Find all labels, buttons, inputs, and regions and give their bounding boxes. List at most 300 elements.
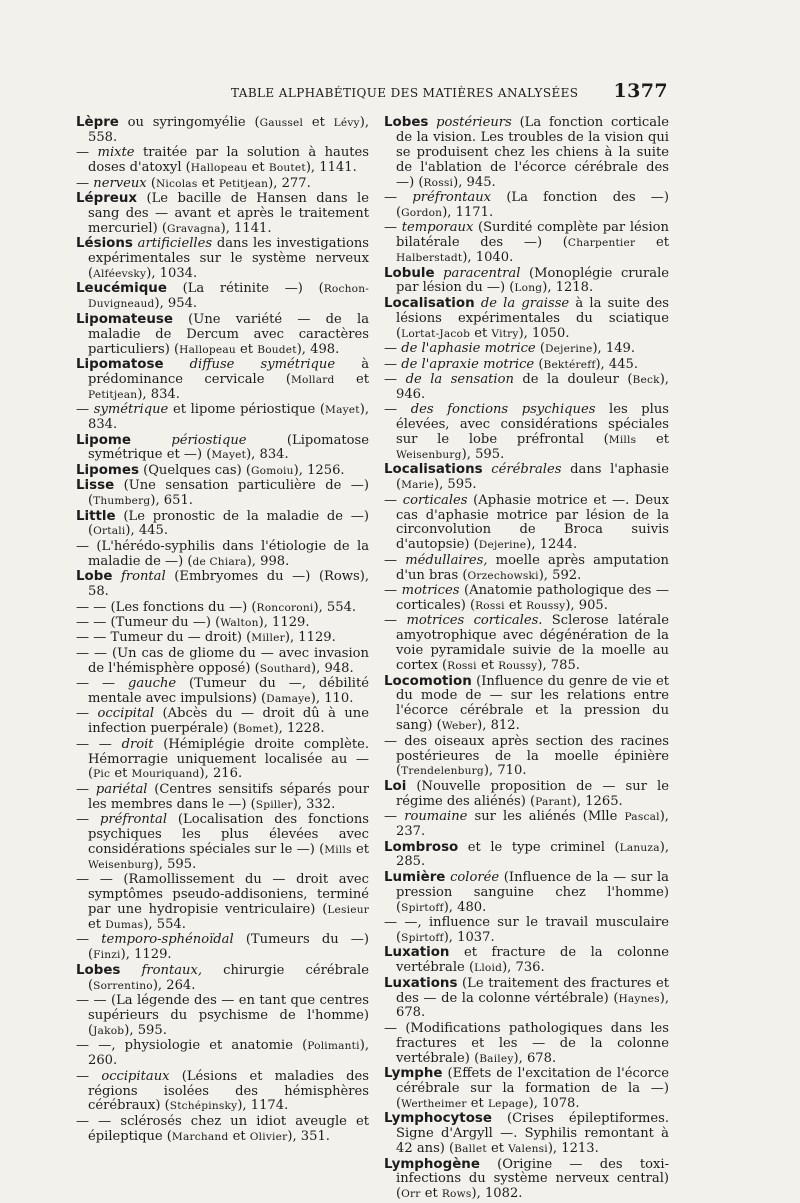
index-entry bbox=[76, 677, 369, 707]
entry-headword: Localisation bbox=[384, 295, 475, 311]
entry-qualifier: périostique bbox=[171, 432, 247, 448]
index-entry bbox=[384, 916, 669, 946]
entry-text: ), 558. bbox=[88, 115, 370, 145]
entry-qualifier: temporo-sphénoïdal bbox=[101, 932, 234, 948]
entry-author: Nicolas bbox=[155, 177, 198, 190]
entry-author: Long bbox=[514, 282, 543, 295]
entry-text: et bbox=[110, 766, 132, 782]
entry-author: Rossi bbox=[475, 600, 505, 612]
entry-text: ), 1213. bbox=[547, 1141, 599, 1157]
entry-qualifier: nerveux bbox=[93, 175, 147, 191]
entry-text: (Lipomatose symétrique et —) ( bbox=[88, 432, 369, 463]
entry-text: ), 1174. bbox=[237, 1098, 289, 1114]
entry-text: — bbox=[76, 706, 98, 722]
entry-headword: Localisations bbox=[384, 462, 483, 478]
entry-author: Finzi bbox=[93, 949, 121, 962]
entry-qualifier: préfrontaux bbox=[412, 190, 492, 206]
index-entry bbox=[76, 933, 369, 963]
index-entry bbox=[384, 614, 669, 674]
entry-text: ), 260. bbox=[88, 1038, 369, 1069]
entry-text: (Localisation des fonctions psychiques les plus élevées avec considérations spéciales sur le —) ( bbox=[88, 812, 369, 857]
entry-text: — bbox=[76, 175, 94, 191]
index-entry bbox=[384, 373, 669, 403]
entry-text: et bbox=[466, 1095, 488, 1111]
entry-text: de la douleur ( bbox=[513, 371, 633, 387]
entry-text: et bbox=[636, 432, 669, 448]
entry-text: ), 948. bbox=[311, 660, 354, 676]
index-entry bbox=[76, 510, 369, 540]
index-entry bbox=[76, 177, 369, 192]
entry-text: — (Modifications pathologiques dans les fractures et les — de la colonne vertébrale) ( bbox=[384, 1020, 669, 1066]
entry-text: ), 954. bbox=[154, 296, 198, 312]
entry-text: et bbox=[635, 235, 669, 251]
index-entry bbox=[384, 1022, 669, 1067]
entry-author: Halberstadt bbox=[396, 252, 463, 265]
entry-headword: Lobe bbox=[76, 569, 113, 585]
entry-text: ), 1129. bbox=[258, 614, 310, 630]
entry-headword: Lombroso bbox=[384, 839, 459, 855]
entry-text: et bbox=[197, 175, 219, 191]
entry-headword: Lipome bbox=[76, 432, 131, 448]
entry-text: — bbox=[384, 492, 403, 508]
index-entry bbox=[384, 735, 669, 780]
entry-text: dans l'aphasie ( bbox=[396, 462, 669, 493]
entry-text bbox=[164, 357, 190, 372]
entry-qualifier: postérieurs bbox=[436, 115, 512, 130]
entry-headword: Lépreux bbox=[76, 191, 138, 207]
entry-author: Ballet bbox=[454, 1143, 487, 1156]
entry-author: Spiller bbox=[255, 798, 293, 811]
entry-author: Orzechowski bbox=[467, 569, 539, 582]
entry-author: Dejerine bbox=[544, 343, 593, 356]
entry-text: et bbox=[228, 1128, 250, 1144]
entry-text: traitée par la solution à hautes doses d'atoxyl ( bbox=[88, 145, 369, 176]
entry-text: ), 595. bbox=[153, 856, 197, 872]
index-entry bbox=[384, 221, 669, 266]
entry-text: — (L'hérédo-syphilis dans l'étiologie de la maladie de —) ( bbox=[76, 538, 369, 569]
entry-text: ), 216. bbox=[199, 766, 243, 782]
entry-author: Roncoroni bbox=[256, 601, 314, 614]
entry-text bbox=[483, 462, 492, 477]
entry-text: ), 812. bbox=[477, 718, 520, 734]
entry-author: Parant bbox=[535, 795, 572, 808]
index-entry bbox=[76, 783, 369, 813]
entry-text: ), 1141. bbox=[305, 160, 357, 176]
entry-text: ), 445. bbox=[595, 356, 639, 372]
entry-text: et bbox=[303, 115, 334, 130]
entry-text: et bbox=[88, 917, 106, 933]
entry-text: ), 1129. bbox=[120, 947, 172, 963]
page-number: 1377 bbox=[613, 80, 668, 102]
index-entry bbox=[76, 964, 369, 994]
entry-qualifier: préfrontal bbox=[99, 812, 168, 828]
entry-text: (Aphasie motrice et —. Deux cas d'aphasie motrice par lésion de la circonvolution de Broca suivis d'autopsie) ( bbox=[396, 492, 669, 553]
entry-author: Lepage bbox=[487, 1097, 529, 1110]
entry-text: ), 1040. bbox=[462, 250, 514, 266]
entry-text: — bbox=[384, 220, 402, 236]
entry-qualifier: symétrique bbox=[93, 402, 169, 418]
index-entry bbox=[76, 434, 369, 464]
index-entry bbox=[384, 871, 669, 916]
entry-text: (Le pronostic de la maladie de —) ( bbox=[88, 508, 369, 539]
entry-text: ), 736. bbox=[502, 960, 545, 976]
entry-author: Dejerine bbox=[478, 539, 527, 552]
entry-text: et le type criminel ( bbox=[458, 839, 620, 855]
entry-qualifier: occipitaux bbox=[101, 1068, 170, 1084]
entry-text: ), 1228. bbox=[273, 721, 325, 737]
entry-text: (Hémiplégie droite complète. Hémorragie uniquement localisée au — ( bbox=[88, 736, 369, 782]
entry-author: de Chiara bbox=[192, 555, 247, 568]
entry-text: ), 834. bbox=[137, 386, 180, 402]
entry-text: (Le bacille de Hansen dans le sang des — avant et après le traitement mercuriel) ( bbox=[88, 191, 369, 236]
entry-author: Pascal bbox=[624, 811, 660, 824]
entry-qualifier: mixte bbox=[97, 145, 135, 161]
entry-text bbox=[428, 115, 436, 130]
entry-text: ), 1244. bbox=[526, 537, 578, 553]
entry-text: ), 554. bbox=[313, 599, 357, 615]
entry-author: Spirtoff bbox=[401, 901, 444, 914]
entry-text: — — (Un cas de gliome du — avec invasion de l'hémisphère opposé) ( bbox=[76, 645, 369, 676]
entry-author: Pic bbox=[93, 768, 111, 781]
entry-text: (Influence de la — sur la pression sanguine chez l'homme) ( bbox=[396, 869, 669, 915]
index-entry bbox=[76, 313, 369, 358]
index-entry bbox=[76, 631, 369, 646]
entry-headword: Leucémique bbox=[76, 281, 167, 297]
entry-text: ), 445. bbox=[125, 523, 169, 539]
entry-headword: Lobes bbox=[384, 115, 429, 130]
entry-text: — —, influence sur le travail musculaire ( bbox=[384, 915, 669, 945]
index-entry bbox=[384, 554, 669, 584]
entry-author: Weber bbox=[441, 720, 478, 733]
entry-headword: Lymphogène bbox=[384, 1156, 480, 1172]
entry-author: Spirtoff bbox=[401, 931, 444, 944]
entry-author: Hallopeau bbox=[190, 162, 248, 175]
index-entry bbox=[76, 1039, 369, 1069]
entry-text: (Nouvelle proposition de — sur le régime des aliénés) ( bbox=[396, 778, 669, 809]
entry-text: et bbox=[420, 1186, 442, 1202]
entry-author: Lesieur bbox=[327, 904, 369, 917]
entry-headword: Lumière bbox=[384, 869, 446, 885]
index-entry bbox=[384, 403, 669, 463]
entry-text: — — bbox=[76, 736, 122, 752]
entry-text: et bbox=[334, 371, 369, 387]
entry-headword: Lymphocytose bbox=[384, 1111, 492, 1127]
entry-text: ), 498. bbox=[296, 341, 340, 357]
entry-headword: Lobule bbox=[384, 265, 435, 281]
entry-text: (Origine — des toxi-infections du système nerveux central) ( bbox=[396, 1156, 669, 1202]
entry-text: (Surdité complète par lésion bilatérale des —) ( bbox=[396, 220, 669, 251]
entry-author: Bomet bbox=[237, 723, 274, 736]
entry-author: Rossi bbox=[447, 660, 477, 673]
index-entry bbox=[384, 977, 669, 1022]
index-entry bbox=[76, 146, 369, 176]
entry-text bbox=[112, 569, 121, 584]
entry-text: — bbox=[76, 1068, 102, 1084]
entry-text: ), 1171. bbox=[442, 204, 494, 220]
entry-qualifier: des fonctions psychiques bbox=[410, 402, 596, 418]
index-entry bbox=[384, 780, 669, 810]
entry-text: ), 332. bbox=[292, 796, 336, 812]
index-entry bbox=[76, 464, 369, 479]
entry-text: ), 554. bbox=[143, 917, 186, 933]
index-entry bbox=[384, 1158, 669, 1203]
entry-text: ), 998. bbox=[246, 553, 290, 569]
entry-author: Mayet bbox=[211, 449, 247, 462]
entry-author: Walton bbox=[220, 616, 259, 629]
entry-author: Roussy bbox=[526, 600, 566, 612]
index-entry bbox=[76, 358, 369, 403]
entry-author: Ortali bbox=[93, 525, 126, 538]
entry-author: Beck bbox=[632, 373, 660, 386]
entry-text: — bbox=[76, 812, 100, 828]
entry-author: Weisenburg bbox=[396, 448, 462, 461]
entry-headword: Luxations bbox=[384, 975, 458, 991]
entry-author: Sorrentino bbox=[93, 979, 153, 992]
entry-text: (Influence du genre de vie et du mode de — sur les relations entre l'écorce cérébrale et la pression du sang) ( bbox=[396, 673, 669, 734]
entry-author: Marie bbox=[401, 479, 434, 492]
entry-author: Gaussel bbox=[259, 117, 304, 129]
entry-text: — — Tumeur du — droit) ( bbox=[76, 630, 252, 646]
index-entry bbox=[384, 841, 669, 871]
index-entry bbox=[76, 813, 369, 873]
index-entry bbox=[76, 116, 369, 146]
entry-text: ), 285. bbox=[396, 839, 669, 870]
entry-text: — bbox=[76, 932, 102, 948]
entry-headword: Lisse bbox=[76, 478, 115, 494]
entry-headword: Lipomateuse bbox=[76, 311, 173, 327]
index-entry bbox=[76, 1115, 369, 1145]
entry-text: ), 592. bbox=[538, 567, 582, 583]
entry-headword: Loi bbox=[384, 778, 407, 794]
entry-text: ), 834. bbox=[88, 402, 369, 433]
index-entry bbox=[76, 403, 369, 433]
entry-author: Boudet bbox=[257, 343, 297, 356]
index-column-right bbox=[384, 116, 669, 1203]
entry-author: Damaye bbox=[266, 692, 311, 705]
entry-text: — bbox=[384, 190, 413, 206]
entry-headword: Lipomatose bbox=[76, 357, 164, 372]
entry-text: ), 651. bbox=[150, 493, 193, 509]
index-entry bbox=[384, 494, 669, 554]
entry-author: Mouriquand bbox=[131, 768, 200, 781]
entry-text: — — (Ramollissement du — droit avec symptômes pseudo-addisoniens, terminé par une hydropisie ventriculaire) ( bbox=[76, 872, 369, 918]
index-column-left bbox=[76, 116, 369, 1145]
entry-text: — bbox=[384, 552, 406, 568]
index-entry bbox=[384, 267, 669, 297]
entry-author: Bailey bbox=[479, 1052, 514, 1065]
entry-text: ), 1037. bbox=[443, 929, 495, 945]
entry-text: — bbox=[76, 781, 96, 797]
index-entry bbox=[76, 994, 369, 1039]
entry-text: — — (Les fonctions du —) ( bbox=[76, 599, 257, 615]
entry-text: ), 264. bbox=[152, 977, 196, 993]
entry-text: — bbox=[76, 402, 94, 418]
entry-author: Gravagna bbox=[166, 222, 221, 235]
entry-text: et bbox=[235, 341, 258, 357]
entry-author: Thumberg bbox=[93, 495, 151, 508]
entry-author: Alféevsky bbox=[93, 268, 147, 281]
entry-text: ), 1078. bbox=[528, 1095, 580, 1111]
entry-author: Lortat-Jacob bbox=[401, 327, 471, 340]
entry-author: Hallopeau bbox=[179, 343, 236, 356]
entry-text: ), 905. bbox=[565, 598, 608, 613]
entry-author: Gordon bbox=[401, 206, 443, 219]
entry-text: et bbox=[476, 658, 499, 674]
entry-qualifier: roumaine bbox=[404, 809, 468, 825]
index-entry bbox=[76, 282, 369, 312]
entry-headword: Lipomes bbox=[76, 462, 139, 478]
index-entry bbox=[384, 675, 669, 735]
entry-text: ), 595. bbox=[461, 446, 505, 462]
entry-text: (Centres sensitifs séparés pour les membres dans le —) ( bbox=[88, 781, 369, 812]
entry-text: ou syringomyélie ( bbox=[118, 115, 260, 130]
entry-author: Mills bbox=[324, 844, 352, 856]
entry-text: (Embryomes du —) (Rows), 58. bbox=[88, 569, 369, 600]
entry-qualifier: artificielles bbox=[137, 236, 213, 252]
entry-text: ), 946. bbox=[396, 371, 669, 402]
entry-text: ), 1256. bbox=[293, 462, 345, 478]
entry-qualifier: pariétal bbox=[95, 781, 148, 797]
index-entry bbox=[384, 463, 669, 493]
entry-author: Stchépinsky bbox=[169, 1100, 238, 1113]
entry-qualifier: droit bbox=[121, 736, 154, 752]
entry-text: (Abcès du — droit dû à une infection puerpérale) ( bbox=[88, 706, 369, 737]
entry-text: — bbox=[384, 613, 407, 629]
entry-headword: Lobes bbox=[76, 962, 121, 978]
entry-text: chirurgie cérébrale ( bbox=[88, 962, 369, 993]
entry-author: Boutet bbox=[268, 162, 306, 175]
entry-author: Olivier bbox=[249, 1130, 288, 1143]
entry-text: — bbox=[384, 402, 411, 418]
entry-text: (Quelques cas) ( bbox=[138, 462, 251, 478]
index-entry bbox=[384, 1067, 669, 1112]
entry-qualifier: de l'apraxie motrice bbox=[401, 356, 535, 372]
entry-text: et bbox=[486, 1141, 509, 1157]
index-entry bbox=[76, 601, 369, 616]
entry-text: à la suite des lésions expérimentales du sciatique ( bbox=[396, 295, 669, 341]
entry-text: ), 678. bbox=[396, 990, 669, 1021]
entry-author: Lévy bbox=[333, 117, 360, 129]
index-entry bbox=[76, 873, 369, 933]
entry-text: ), 710. bbox=[483, 763, 527, 779]
entry-text: Sclerose latérale amyotrophique avec dégénération de la voie pyramidale suivie de la moelle au cortex ( bbox=[396, 613, 669, 674]
entry-text: (Tumeurs du —) ( bbox=[88, 932, 369, 963]
entry-text: et bbox=[504, 598, 527, 613]
entry-qualifier: temporaux bbox=[401, 220, 474, 236]
entry-headword: Lymphe bbox=[384, 1066, 443, 1082]
index-entry bbox=[384, 191, 669, 221]
entry-author: Charpentier bbox=[567, 237, 636, 250]
entry-qualifier: de la sensation bbox=[405, 371, 514, 387]
entry-headword: Luxation bbox=[384, 945, 450, 961]
entry-author: Rochon-Duvigneaud bbox=[88, 283, 369, 311]
entry-author: Lanuza bbox=[619, 841, 660, 854]
entry-text: et bbox=[470, 325, 492, 341]
entry-text: — — sclérosés chez un idiot aveugle et épileptique ( bbox=[76, 1113, 369, 1144]
entry-text: (Anatomie pathologique des — corticales) ( bbox=[396, 583, 669, 613]
entry-text: (Effets de l'excitation de l'écorce cérébrale sur la formation de la —) ( bbox=[396, 1066, 669, 1111]
entry-text: et bbox=[351, 842, 369, 857]
entry-text: (Une sensation particulière de —) ( bbox=[88, 478, 369, 509]
index-entry bbox=[384, 584, 669, 614]
entry-text: ), 277. bbox=[268, 175, 311, 191]
entry-qualifier: de l'aphasie motrice bbox=[401, 341, 536, 357]
index-entry bbox=[76, 616, 369, 631]
entry-qualifier: motrices corticales. bbox=[406, 613, 543, 629]
entry-text: ), 834. bbox=[246, 447, 289, 463]
index-entry bbox=[76, 738, 369, 783]
index-entry bbox=[384, 342, 669, 357]
index-entry bbox=[76, 540, 369, 570]
entry-text: ), 1034. bbox=[146, 266, 198, 282]
entry-text: et fracture de la colonne vertébrale ( bbox=[396, 945, 669, 976]
entry-text: ), 480. bbox=[443, 899, 487, 915]
entry-text: sur les aliénés (Mlle bbox=[467, 809, 625, 825]
entry-text: ), 1218. bbox=[542, 280, 594, 296]
index-entry bbox=[76, 570, 369, 600]
entry-text: ), 110. bbox=[310, 690, 354, 706]
entry-text: ), 1129. bbox=[284, 630, 336, 646]
index-entry bbox=[76, 707, 369, 737]
entry-text: ( bbox=[534, 356, 544, 372]
entry-text: (Crises épileptiformes. Signe d'Argyll —. Syphilis remontant à 42 ans) ( bbox=[396, 1111, 669, 1157]
index-entry bbox=[384, 1112, 669, 1157]
entry-qualifier: médullaires, bbox=[405, 552, 488, 568]
index-entry bbox=[384, 810, 669, 840]
entry-text: et lipome périostique ( bbox=[168, 402, 326, 418]
entry-author: Petitjean bbox=[218, 177, 269, 190]
entry-text: — — (La légende des — en tant que centres supérieurs du psychisme de l'homme) ( bbox=[76, 993, 369, 1038]
entry-text: — des oiseaux après section des racines postérieures de la moelle épinière ( bbox=[384, 733, 669, 779]
entry-author: Petitjean bbox=[88, 388, 138, 401]
entry-text: ), 149. bbox=[592, 341, 636, 357]
entry-qualifier: paracentral bbox=[443, 265, 521, 281]
entry-text: — bbox=[384, 809, 405, 825]
entry-text: les plus élevées, avec considérations spéciales sur le lobe préfrontal ( bbox=[396, 402, 669, 448]
entry-author: Mayet bbox=[325, 404, 360, 417]
entry-author: Lloid bbox=[474, 962, 503, 975]
entry-text: (Une variété — de la maladie de Dercum avec caractères particuliers) ( bbox=[88, 311, 369, 357]
entry-text: dans les investigations expérimentales sur le système nerveux ( bbox=[88, 236, 369, 282]
entry-text: à prédominance cervicale ( bbox=[88, 357, 370, 387]
entry-author: Jakob bbox=[93, 1024, 125, 1037]
entry-text bbox=[435, 266, 444, 281]
entry-text: — —, physiologie et anatomie ( bbox=[76, 1038, 308, 1054]
entry-author: Vitry bbox=[491, 327, 519, 340]
entry-text: (Lésions et maladies des régions isolées des hémisphères cérébraux) ( bbox=[88, 1068, 369, 1114]
entry-text: ), 351. bbox=[287, 1128, 330, 1144]
entry-qualifier: cérébrales bbox=[491, 462, 562, 478]
entry-author: Polimanti bbox=[307, 1040, 360, 1053]
entry-author: Bektéreff bbox=[543, 358, 596, 371]
entry-text bbox=[131, 433, 171, 448]
entry-headword: Lèpre bbox=[76, 115, 119, 130]
entry-text: ( bbox=[535, 341, 545, 357]
entry-qualifier: frontaux, bbox=[141, 962, 203, 978]
entry-author: Dumas bbox=[105, 919, 144, 932]
entry-author: Weisenburg bbox=[88, 858, 154, 871]
entry-text: moelle après amputation d'un bras ( bbox=[396, 552, 669, 583]
index-entry bbox=[76, 192, 369, 237]
entry-text: ), 237. bbox=[396, 809, 669, 840]
entry-author: Rossi bbox=[423, 176, 454, 189]
entry-text: (Monoplégie crurale par lésion du —) ( bbox=[396, 265, 670, 296]
entry-text bbox=[120, 963, 141, 978]
entry-text: ), 1141. bbox=[220, 220, 272, 236]
entry-text: (La rétinite —) ( bbox=[166, 281, 324, 297]
entry-headword: Lésions bbox=[76, 236, 133, 252]
entry-text: — bbox=[76, 145, 98, 161]
